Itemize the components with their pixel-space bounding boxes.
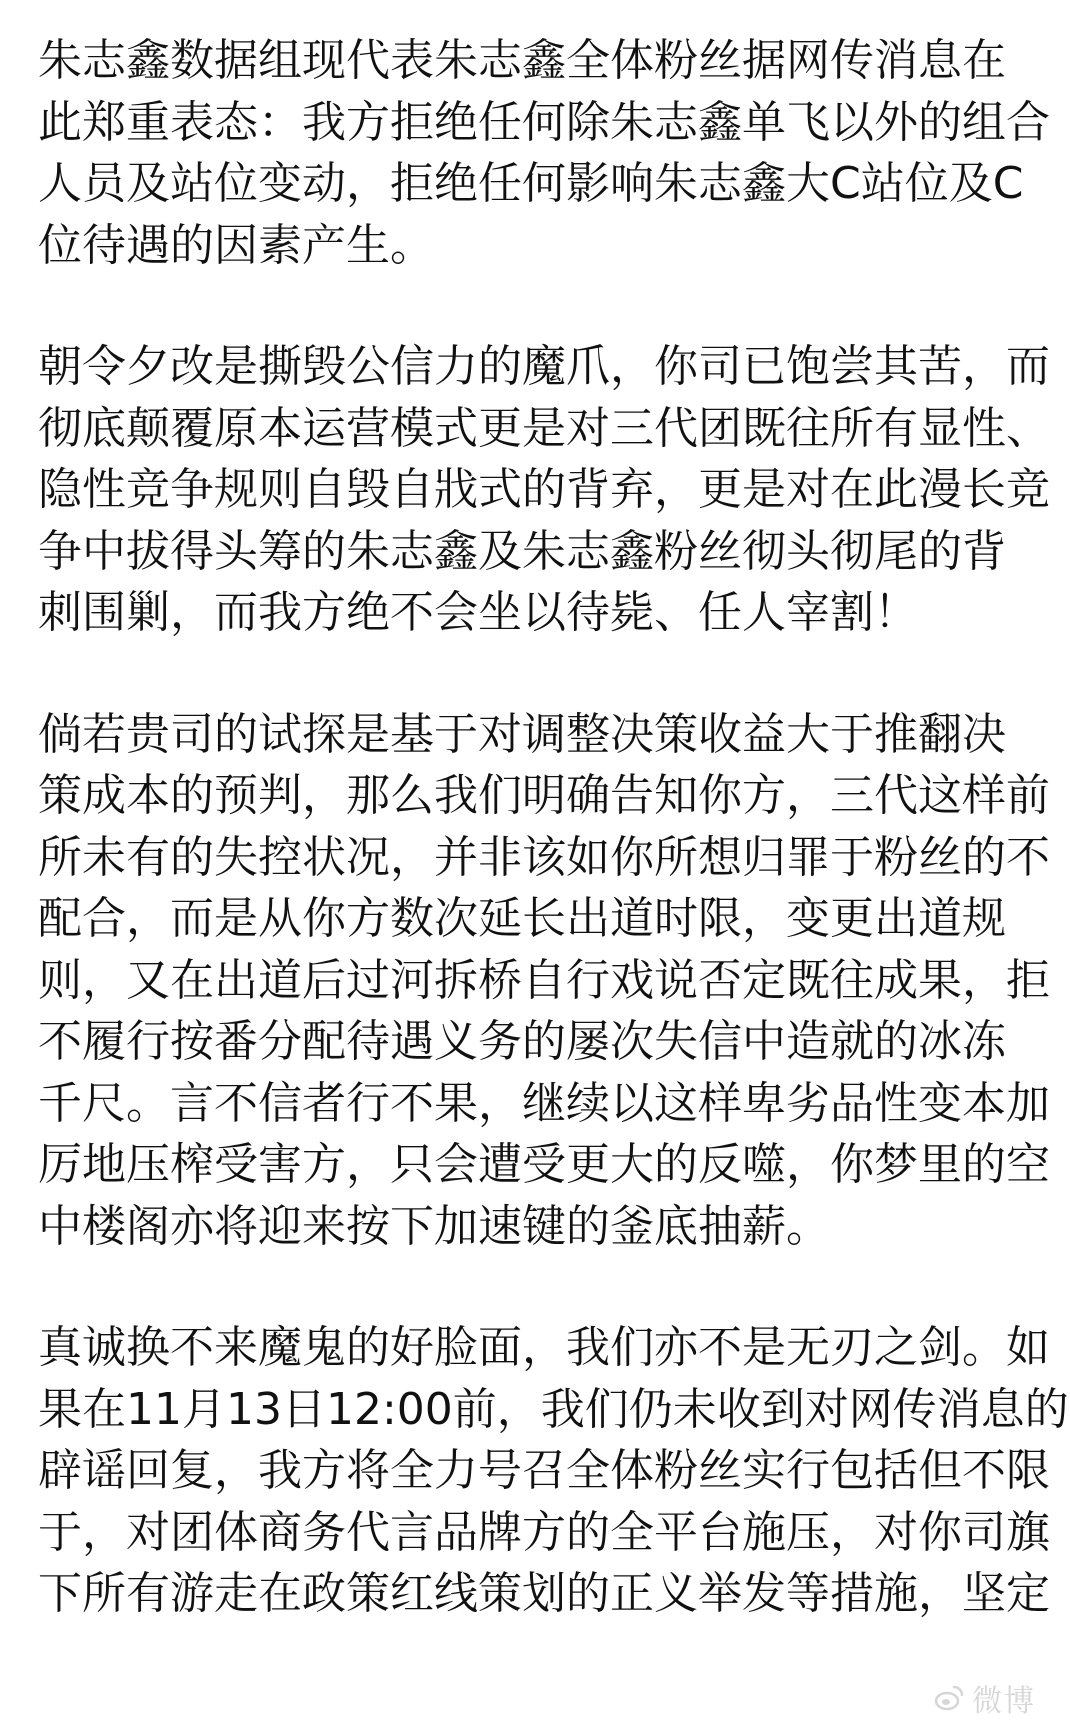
paragraph-gap bbox=[38, 1257, 1038, 1317]
text-line: 朱志鑫数据组现代表朱志鑫全体粉丝据网传消息在 bbox=[38, 35, 1006, 86]
text-line: 位待遇的因素产生。 bbox=[38, 219, 434, 271]
text-line: 厉地压榨受害方，只会遭受更大的反噬，你梦里的空 bbox=[38, 1139, 1050, 1190]
text-line: 人员及站位变动，拒绝任何影响朱志鑫大C站位及C bbox=[38, 158, 1024, 209]
text-line: 真诚换不来魔鬼的好脸面，我们亦不是无刃之剑。如 bbox=[38, 1322, 1050, 1373]
text-line: 下所有游走在政策红线策划的正义举发等措施，坚定 bbox=[38, 1568, 1050, 1619]
text-line: 策成本的预判，那么我们明确告知你方，三代这样前 bbox=[38, 770, 1050, 821]
paragraph-2 bbox=[38, 336, 1050, 644]
text-line: 于，对团体商务代言品牌方的全平台施压，对你司旗 bbox=[38, 1506, 1050, 1558]
text-line: 此郑重表态：我方拒绝任何除朱志鑫单飞以外的组合 bbox=[38, 96, 1050, 148]
text-line: 所未有的失控状况，并非该如你所想归罪于粉丝的不 bbox=[38, 831, 1050, 883]
text-line: 争中拔得头筹的朱志鑫及朱志鑫粉丝彻头彻尾的背 bbox=[38, 525, 1006, 577]
text-line: 中楼阁亦将迎来按下加速键的釜底抽薪。 bbox=[38, 1200, 830, 1252]
paragraph-gap bbox=[38, 644, 1038, 704]
paragraph-gap bbox=[38, 276, 1038, 336]
text-line: 刺围剿，而我方绝不会坐以待毙、任人宰割！ bbox=[38, 587, 918, 638]
text-line: 不履行按番分配待遇义务的屡次失信中造就的冰冻 bbox=[38, 1016, 1006, 1067]
text-line: 辟谣回复，我方将全力号召全体粉丝实行包括但不限 bbox=[38, 1445, 1050, 1496]
text-line: 朝令夕改是撕毁公信力的魔爪，你司已饱尝其苦，而 bbox=[38, 341, 1050, 392]
text-line: 倘若贵司的试探是基于对调整决策收益大于推翻决 bbox=[38, 708, 1006, 760]
text-line: 隐性竞争规则自毁自戕式的背弃，更是对在此漫长竞 bbox=[38, 464, 1050, 515]
text-line: 则，又在出道后过河拆桥自行戏说否定既往成果，拒 bbox=[38, 954, 1050, 1006]
paragraph-4 bbox=[38, 1317, 1069, 1625]
weibo-logo-icon bbox=[934, 1683, 964, 1713]
weibo-watermark bbox=[934, 1676, 1036, 1720]
text-line: 配合，而是从你方数次延长出道时限，变更出道规 bbox=[38, 893, 1006, 944]
text-line: 彻底颠覆原本运营模式更是对三代团既往所有显性、 bbox=[38, 402, 1050, 454]
paragraph-3 bbox=[38, 704, 1050, 1258]
text-line: 千尺。言不信者行不果，继续以这样卑劣品性变本加 bbox=[38, 1077, 1050, 1129]
watermark-text: 微博 bbox=[972, 1684, 1036, 1719]
paragraph-1 bbox=[38, 0, 1050, 276]
post-body bbox=[38, 0, 1069, 1625]
text-line: 果在11月13日12:00前，我们仍未收到对网传消息的 bbox=[38, 1383, 1069, 1435]
